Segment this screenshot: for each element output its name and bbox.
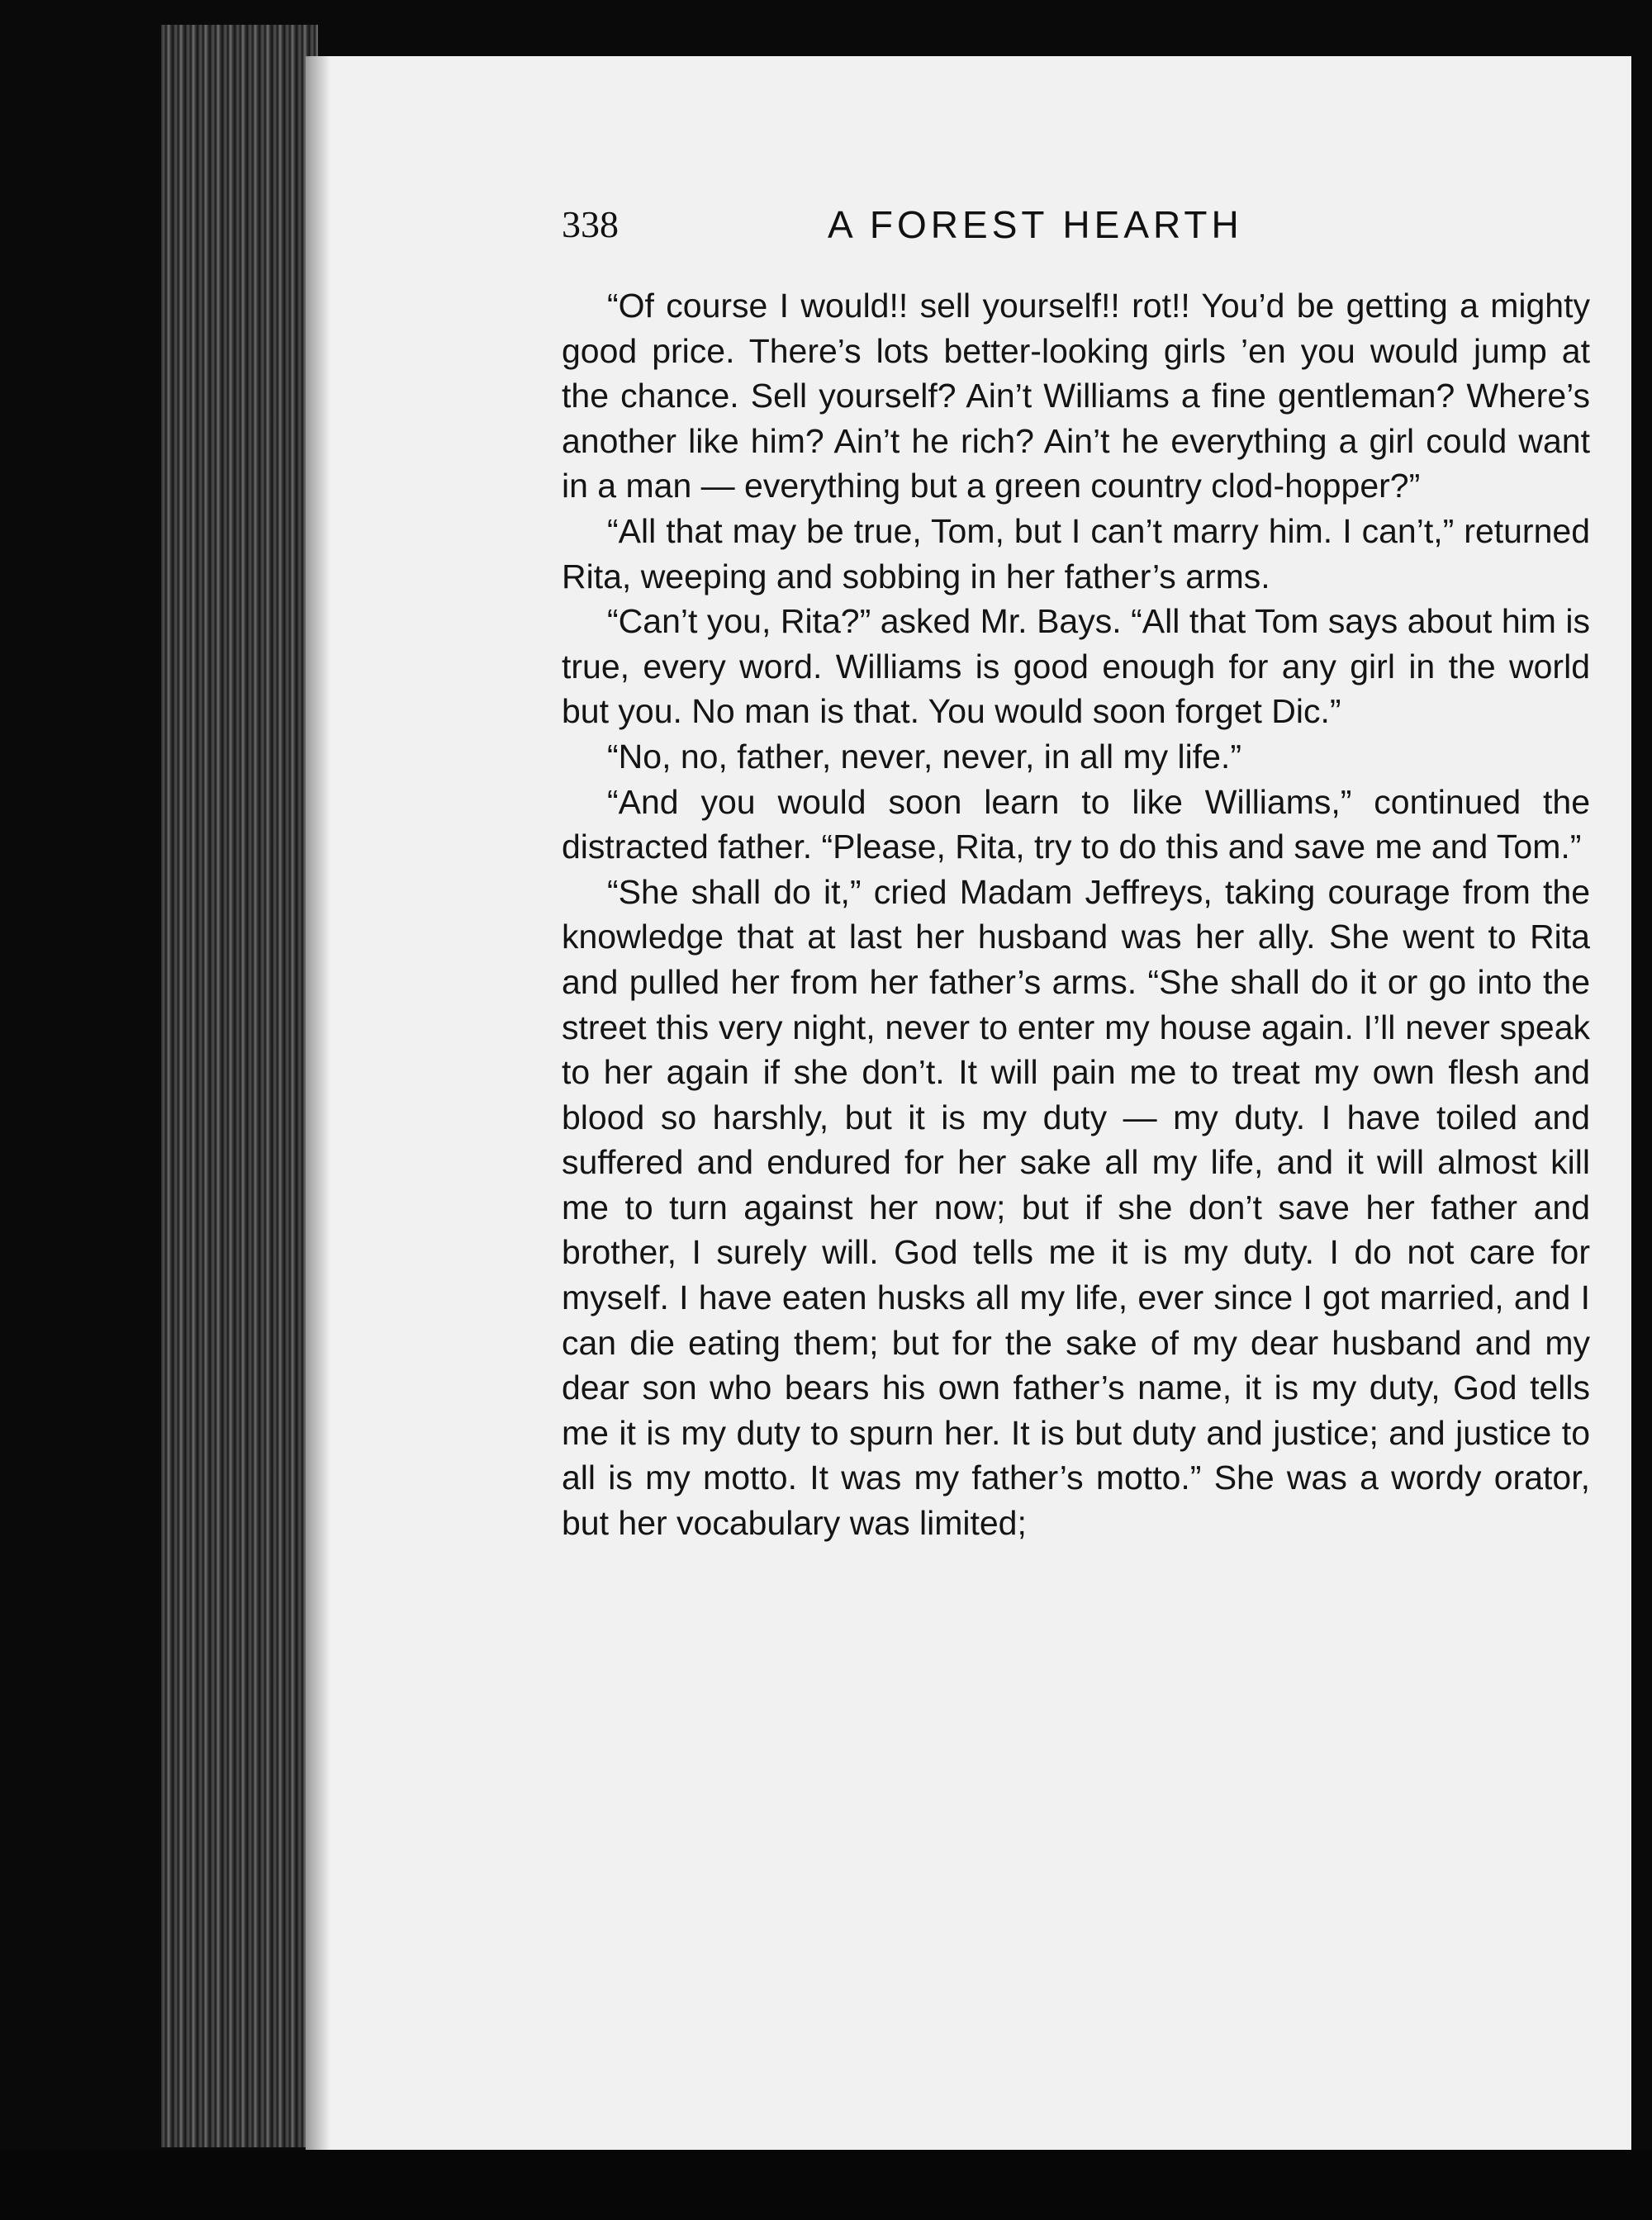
paragraph: “She shall do it,” cried Madam Jeffreys, taking courage from the knowledge that at last her husband was her ally. She went to Rita and pulled her from her father’s arms. “She shall do it or go into the street this very night, never to enter my house again. I’ll never speak to her again if she don’t. It will pain me to treat my own flesh and blood so harshly, but it is my duty — my duty. I have toiled and suffered and endured for her sake all my life, and it will almost kill me to turn against her now; but if she don’t save her father and brother, I surely will. God tells me it is my duty. I do not care for myself. I have eaten husks all my life, ever since I got married, and I can die eating them; but for the sake of my dear husband and my dear son who bears his own father’s name, it is my duty, God tells me it is my duty to spurn her. It is but duty and justice; and justice to all is my motto. It was my father’s motto.” She was a wordy orator, but her vocabulary was limited; — [562, 872, 1590, 1543]
gutter-shadow — [306, 56, 330, 2150]
paragraph: “All that may be true, Tom, but I can’t marry him. I can’t,” returned Rita, weeping and sobbing in her father’s arms. — [562, 511, 1590, 595]
paragraph: “Of course I would!! sell yourself!! rot!! You’d be getting a mighty good price. There’s lots better-looking girls ’en you would jump at the chance. Sell yourself? Ain’t Williams a fine gentleman? Where’s another like him? Ain’t he rich? Ain’t he everything a girl could want in a man — everything but a green country clod-hopper?” — [562, 287, 1590, 505]
paragraph: “No, no, father, never, never, in all my life.” — [607, 737, 1241, 776]
body-text — [562, 283, 1590, 1546]
book-page-edges — [161, 25, 318, 2147]
scan-bottom-border — [0, 2150, 1652, 2220]
page-number: 338 — [562, 203, 619, 245]
paragraph: “And you would soon learn to like Williams,” continued the distracted father. “Please, Rita, try to do this and save me and Tom.” — [562, 782, 1590, 866]
running-title: A FOREST HEARTH — [828, 203, 1243, 246]
paragraph: “Can’t you, Rita?” asked Mr. Bays. “All that Tom says about him is true, every word. Williams is good enough for any girl in the world but you. No man is that. You would soon forget Dic.” — [562, 602, 1590, 731]
running-header — [562, 202, 1520, 268]
